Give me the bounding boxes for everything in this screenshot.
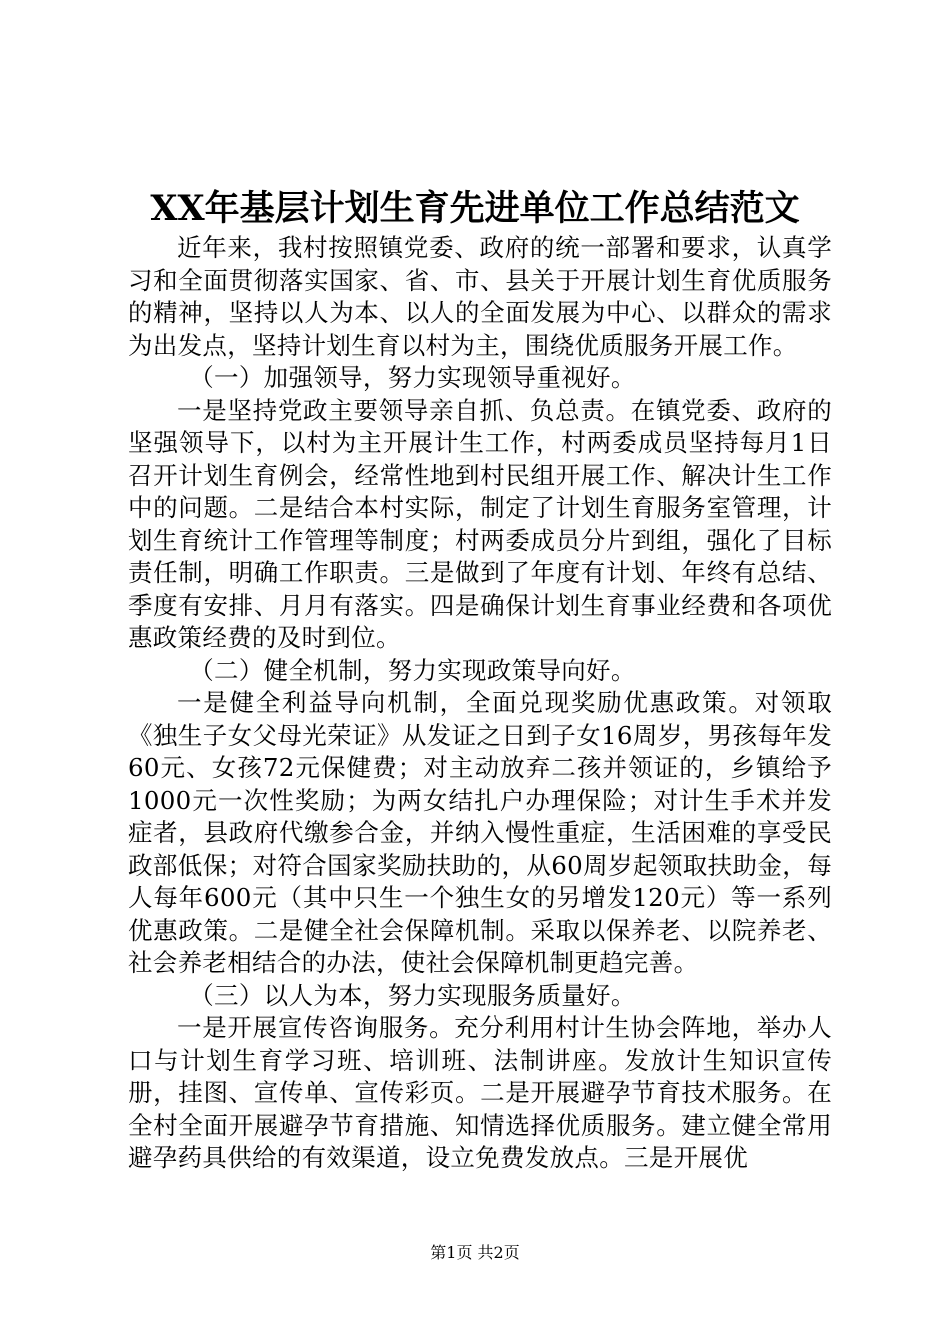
paragraph-section-1: 一是坚持党政主要领导亲自抓、负总责。在镇党委、政府的坚强领导下，以村为主开展计生工作，村两委成员坚持每月1日召开计划生育例会，经常性地到村民组开展工作、解决计生工作中的问题。二是结合本村实际，制定了计划生育服务室管理，计划生育统计工作管理等制度；村两委成员分片到组，强化了目标责任制，明确工作职责。三是做到了年度有计划、年终有总结、季度有安排、月月有落实。四是确保计划生育事业经费和各项优惠政策经费的及时到位。 <box>128 395 833 652</box>
document-title: XX年基层计划生育先进单位工作总结范文 <box>150 188 800 229</box>
section-heading-2: （二）健全机制，努力实现政策导向好。 <box>189 655 636 685</box>
paragraph-section-2: 一是健全利益导向机制，全面兑现奖励优惠政策。对领取《独生子女父母光荣证》从发证之日到子女16周岁，男孩每年发60元、女孩72元保健费；对主动放弃二孩并领证的，乡镇给予1000元一次性奖励；为两女结扎户办理保险；对计生手术并发症者，县政府代缴参合金，并纳入慢性重症，生活困难的享受民政部低保；对符合国家奖励扶助的，从60周岁起领取扶助金，每人每年600元（其中只生一个独生女的另增发120元）等一系列优惠政策。二是健全社会保障机制。采取以保养老、以院养老、社会养老相结合的办法，使社会保障机制更趋完善。 <box>128 688 832 977</box>
paragraph-section-3: 一是开展宣传咨询服务。充分利用村计生协会阵地，举办人口与计划生育学习班、培训班、法制讲座。发放计生知识宣传册，挂图、宣传单、宣传彩页。二是开展避孕节育技术服务。在全村全面开展避孕节育措施、知情选择优质服务。建立健全常用避孕药具供给的有效渠道，设立免费发放点。三是开展优 <box>128 1013 832 1172</box>
section-heading-3: （三）以人为本，努力实现服务质量好。 <box>189 980 636 1010</box>
paragraph-intro: 近年来，我村按照镇党委、政府的统一部署和要求，认真学习和全面贯彻落实国家、省、市、县关于开展计划生育优质服务的精神，坚持以人为本、以人的全面发展为中心、以群众的需求为出发点，坚持计划生育以村为主，围绕优质服务开展工作。 <box>128 233 832 360</box>
page-footer: 第1页 共2页 <box>430 1243 520 1262</box>
section-heading-1: （一）加强领导，努力实现领导重视好。 <box>189 363 636 392</box>
document-body <box>128 232 832 1175</box>
